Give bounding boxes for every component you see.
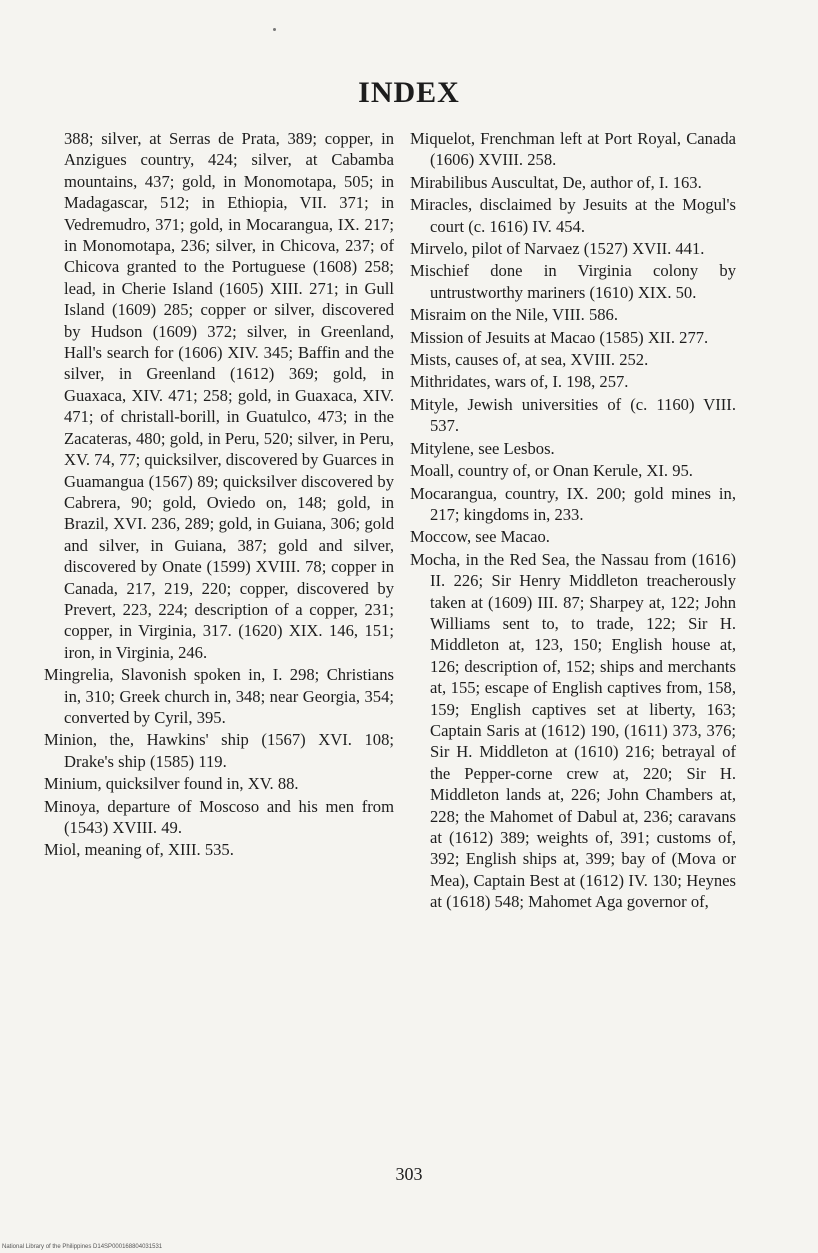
index-entry: Mocha, in the Red Sea, the Nassau from (1616) II. 226; Sir Henry Middleton treacherously taken at (1609) III. 87; Sharpey at, 122; John Williams sent to, to trade, 122; Sir H. Middleton at, 123, 150; English house at, 126; description of, 152; ships and merchants at, 155; escape of English captives from, 158, 159; English captives set at liberty, 163; Captain Saris at (1612) 190, (1611) 373, 376; Sir H. Middleton at (1610) 216; betrayal of the Pepper-corne crew at, 220; Sir H. Middleton lands at, 226; John Chambers at, 228; the Mahomet of Dabul at, 236; caravans at (1612) 389; weights of, 391; customs of, 392; English ships at, 399; bay of (Mova or Mea), Captain Best at (1612) IV. 130; Heynes at (1618) 548; Mahomet Aga governor of,: [410, 549, 736, 912]
index-entry: Minium, quicksilver found in, XV. 88.: [44, 774, 299, 794]
page-number: 303: [395, 1164, 423, 1184]
index-entry: Mission of Jesuits at Macao (1585) XII. 277.: [410, 327, 709, 347]
index-entry: Minion, the, Hawkins' ship (1567) XVI. 108; Drake's ship (1585) 119.: [44, 730, 394, 771]
scan-footer: National Library of the Philippines D14SP000168804031531: [2, 1244, 163, 1250]
index-entry: Mirvelo, pilot of Narvaez (1527) XVII. 441.: [410, 239, 705, 259]
index-entry: Miracles, disclaimed by Jesuits at the Mogul's court (c. 1616) IV. 454.: [410, 195, 736, 236]
index-entry: Miquelot, Frenchman left at Port Royal, Canada (1606) XVIII. 258.: [410, 129, 736, 170]
index-entry: Minoya, departure of Moscoso and his men from (1543) XVIII. 49.: [44, 796, 394, 837]
index-entry: Mischief done in Virginia colony by untrustworthy mariners (1610) XIX. 50.: [410, 261, 736, 302]
page-title: INDEX: [358, 76, 460, 109]
index-entry: Mirabilibus Auscultat, De, author of, I. 163.: [410, 172, 702, 192]
index-entry: Mitylene, see Lesbos.: [410, 438, 555, 458]
left-column: [44, 128, 394, 862]
index-entry: Mingrelia, Slavonish spoken in, I. 298; Christians in, 310; Greek church in, 348; near Georgia, 354; converted by Cyril, 395.: [44, 665, 394, 727]
index-entry: Miol, meaning of, XIII. 535.: [44, 840, 234, 860]
index-entry: Mithridates, wars of, I. 198, 257.: [410, 372, 629, 392]
page-speck: [273, 28, 276, 31]
right-column: [410, 128, 736, 914]
index-entry: Mists, causes of, at sea, XVIII. 252.: [410, 350, 649, 370]
index-entry: Moccow, see Macao.: [410, 527, 550, 547]
index-entry: Moall, country of, or Onan Kerule, XI. 95.: [410, 461, 693, 481]
index-entry: Mocarangua, country, IX. 200; gold mines in, 217; kingdoms in, 233.: [410, 483, 736, 524]
index-entry: Mityle, Jewish universities of (c. 1160) VIII. 537.: [410, 394, 736, 436]
index-entry: Misraim on the Nile, VIII. 586.: [410, 305, 619, 325]
index-entry: 388; silver, at Serras de Prata, 389; copper, in Anzigues country, 424; silver, at Cabamba mountains, 437; gold, in Monomotapa, 505; in Madagascar, 512; in Ethiopia, VII. 371; in Vedremudro, 371; gold, in Mocarangua, IX. 217; in Monomotapa, 236; silver, in Chicova, 237; of Chicova granted to the Portuguese (1608) 258; lead, in Cherie Island (1605) XIII. 271; in Gull Island (1609) 285; copper or silver, discovered by Hudson (1609) 372; silver, in Greenland, Hall's search for (1606) XIV. 345; Baffin and the silver, in Greenland (1612) 369; gold, in Guaxaca, XIV. 471; 258; gold, in Guaxaca, XIV. 471; of christall-borill, in Guatulco, 473; in the Zacateras, 480; gold, in Peru, 520; silver, in Peru, XV. 74, 77; quicksilver, discovered by Guarces in Guamangua (1567) 89; quicksilver discovered by Cabrera, 90; gold, Oviedo on, 148; gold, in Brazil, XVI. 236, 289; gold, in Guiana, 306; gold and silver, in Guiana, 387; gold and silver, discovered by Onate (1599) XVIII. 78; copper in Canada, 217, 219, 220; copper, discovered by Prevert, 223, 224; description of a copper, 231; copper, in Virginia, 317. (1620) XIX. 146, 151; iron, in Virginia, 246.: [64, 129, 394, 662]
